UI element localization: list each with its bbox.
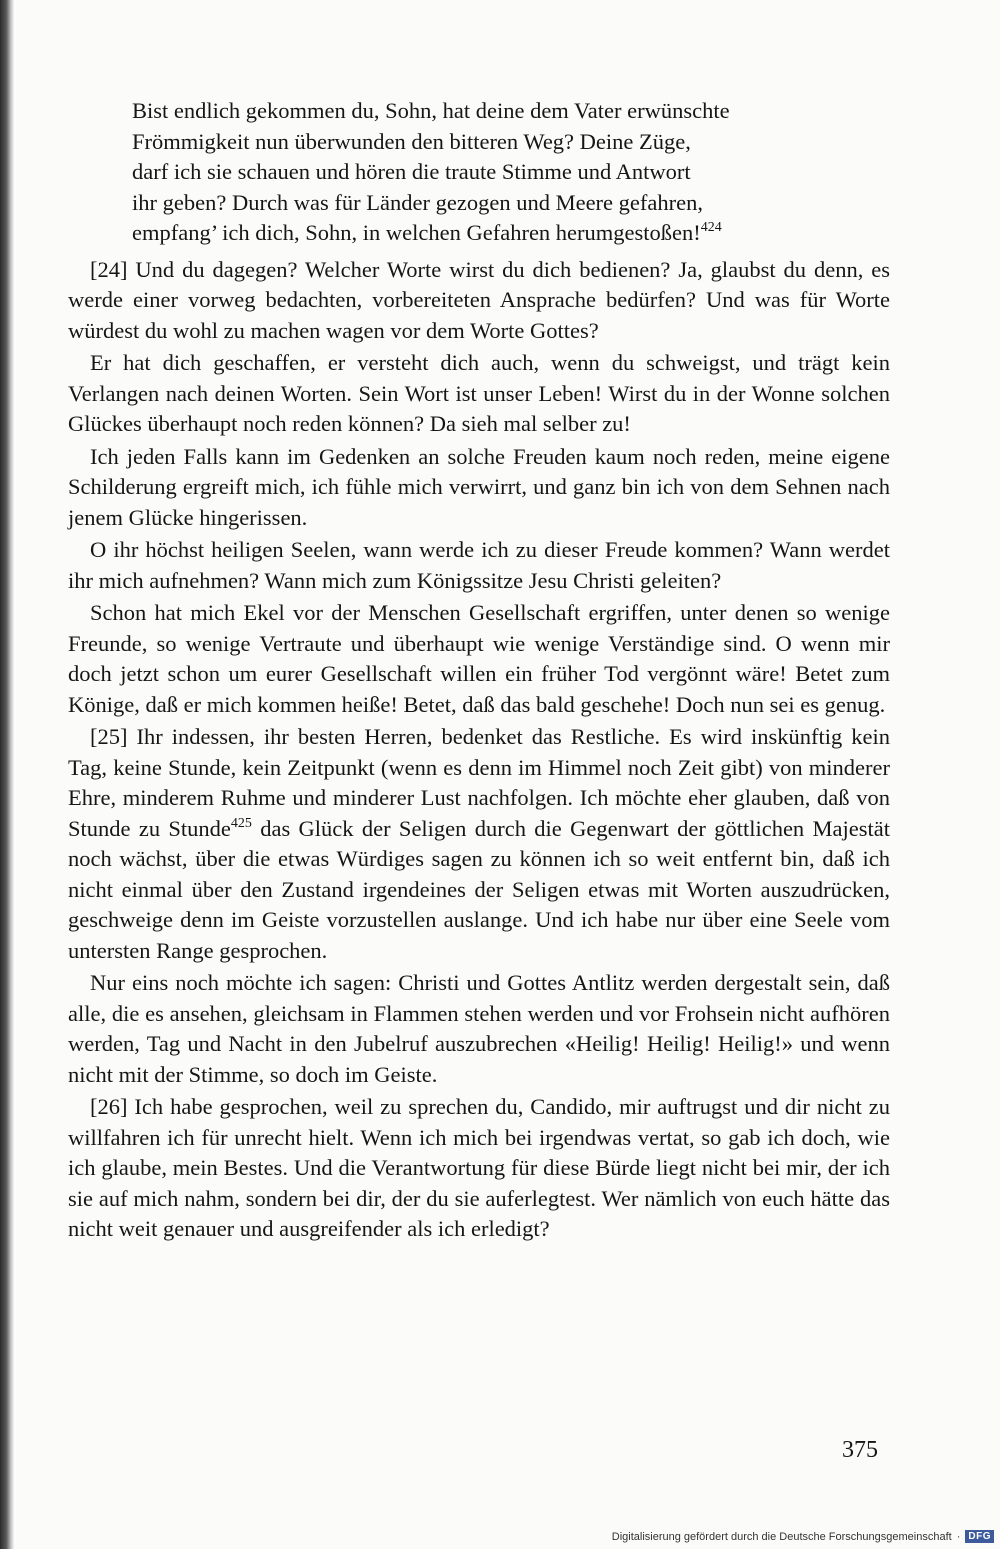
paragraph: [26] Ich habe gesprochen, weil zu sprechen du, Candido, mir auftrugst und dir nicht zu willfahren ich für unrecht hielt. Wenn ich mich bei irgendwas vertat, so gab ich doch, wie ich glaube, mein Bestes. Und die Verantwortung für diese Bürde liegt nicht bei mir, der ich sie auf mich nahm, sondern bei dir, der du sie auferlegtest. Wer nämlich von euch hätte das nicht weit genauer und ausgreifender als ich erledigt? <box>68 1094 890 1241</box>
paragraph: Ich jeden Falls kann im Gedenken an solche Freuden kaum noch reden, meine eigene Schilderung ergreift mich, ich fühle mich verwirrt, und ganz bin ich von dem Sehnen nach jenem Glücke hingerissen. <box>68 443 890 530</box>
footnote-marker: 425 <box>230 815 252 831</box>
paragraph-text: [25] Ihr indessen, ihr besten Herren, bedenket das Restliche. Es wird inskünftig kein Tag, keine Stunde, kein Zeitpunkt (wenn es denn im Himmel noch Zeit gibt) von minderer Ehre, minderem Ruhme und minderer Lust nachfolgen. Ich möchte eher glauben, daß von Stunde zu Stunde <box>68 724 890 841</box>
credit-text: Digitalisierung gefördert durch die Deutsche Forschungsgemeinschaft <box>611 1530 952 1543</box>
credit-separator: · <box>956 1530 961 1543</box>
page-number: 375 <box>842 1437 878 1463</box>
paragraph: O ihr höchst heiligen Seelen, wann werde ich zu dieser Freude kommen? Wann werdet ihr mich aufnehmen? Wann mich zum Königssitze Jesu Christi geleiten? <box>68 537 890 593</box>
dfg-logo: DFG <box>965 1530 994 1543</box>
verse-line <box>132 218 890 249</box>
digitization-credit <box>612 1530 994 1543</box>
verse-line: ihr geben? Durch was für Länder gezogen und Meere gefahren, <box>132 189 703 215</box>
verse-line-text: empfang’ ich dich, Sohn, in welchen Gefahren herumgestoßen! <box>132 220 701 245</box>
paragraph: Er hat dich geschaffen, er versteht dich auch, wenn du schweigst, und trägt kein Verlangen nach deinen Worten. Sein Wort ist unser Leben! Wirst du in der Wonne solchen Glückes überhaupt noch reden können? Da sieh mal selber zu! <box>68 350 890 436</box>
verse-quote <box>132 96 890 249</box>
paragraph: [24] Und du dagegen? Welcher Worte wirst du dich bedienen? Ja, glaubst du denn, es werde einer vorweg bedachten, vorbereiteten Ansprache bedürfen? Und was für Worte würdest du wohl zu machen wagen vor dem Worte Gottes? <box>68 256 890 343</box>
footnote-marker: 424 <box>700 220 722 235</box>
verse-line: darf ich sie schauen und hören die traute Stimme und Antwort <box>132 159 691 184</box>
paragraph <box>68 722 890 966</box>
verse-line: Frömmigkeit nun überwunden den bitteren Weg? Deine Züge, <box>132 128 691 154</box>
body-text <box>68 96 890 1247</box>
paragraph: Schon hat mich Ekel vor der Menschen Gesellschaft ergriffen, unter denen so wenige Freunde, so wenige Vertraute und überhaupt wie wenige Verständige sind. O wenn mir doch jetzt schon um eurer Gesellschaft willen ein früher Tod vergönnt wäre! Betet zum Könige, daß er mich kommen heiße! Betet, daß das bald geschehe! Doch nun sei es genug. <box>68 600 890 717</box>
paragraph: Nur eins noch möchte ich sagen: Christi und Gottes Antlitz werden dergestalt sein, daß alle, die es ansehen, gleichsam in Flammen stehen werden und vor Frohsein nicht aufhören werden, Tag und Nacht in den Jubelruf auszubrechen «Heilig! Heilig! Heilig!» und wenn nicht mit der Stimme, so doch im Geiste. <box>68 970 890 1087</box>
binding-shadow <box>0 0 14 1549</box>
paragraph-text: das Glück der Seligen durch die Gegenwart der göttlichen Majestät noch wächst, über die etwas Würdiges sagen zu können ich so weit entfernt bin, daß ich nicht einmal über den Zustand irgendeines der Seligen etwas mit Worten auszudrücken, geschweige denn im Geiste vorzustellen auslange. Und ich habe nur über eine Seele vom untersten Range gesprochen. <box>68 815 890 963</box>
verse-line: Bist endlich gekommen du, Sohn, hat deine dem Vater erwünschte <box>132 98 730 123</box>
